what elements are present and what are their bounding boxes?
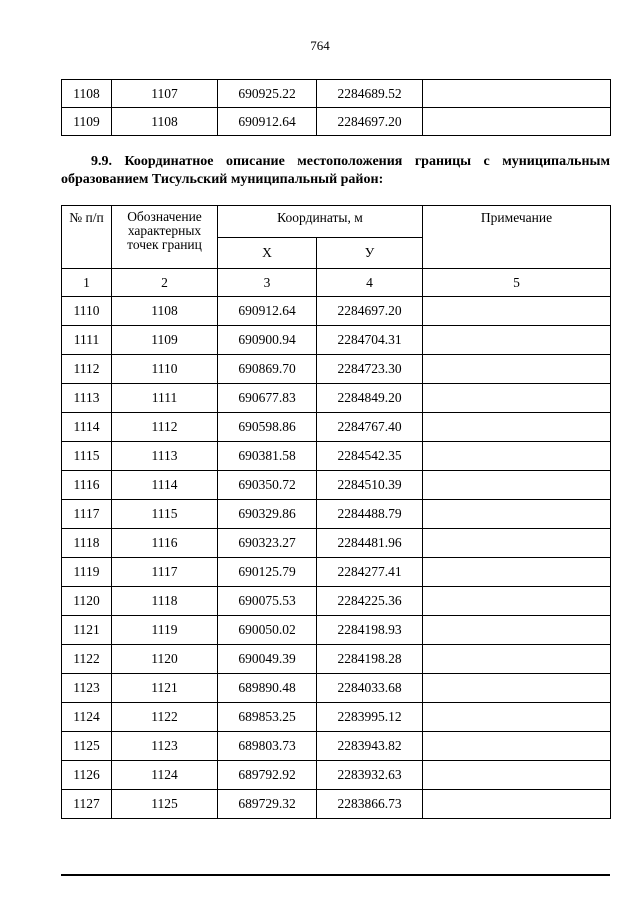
table-row <box>62 384 611 413</box>
header-designation: Обозначение характерных точек границ <box>112 206 218 269</box>
top-coordinates-table <box>61 79 611 136</box>
cell-designation: 1110 <box>112 355 218 384</box>
cell-x: 690050.02 <box>218 616 317 645</box>
table-row <box>62 529 611 558</box>
table-row <box>62 587 611 616</box>
header-x: Х <box>218 238 317 269</box>
header-coordinates: Координаты, м <box>218 206 423 238</box>
column-number: 3 <box>218 269 317 297</box>
table-row <box>62 674 611 703</box>
cell-num: 1111 <box>62 326 112 355</box>
cell-x: 690598.86 <box>218 413 317 442</box>
cell-num: 1120 <box>62 587 112 616</box>
cell-x: 689803.73 <box>218 732 317 761</box>
cell-num: 1110 <box>62 297 112 326</box>
cell-note <box>423 355 611 384</box>
cell-x: 690677.83 <box>218 384 317 413</box>
cell-note <box>423 471 611 500</box>
cell-num: 1122 <box>62 645 112 674</box>
table-row <box>62 108 611 136</box>
cell-x: 690323.27 <box>218 529 317 558</box>
table-row <box>62 471 611 500</box>
table-row <box>62 297 611 326</box>
cell-note <box>423 732 611 761</box>
cell-x: 690900.94 <box>218 326 317 355</box>
cell-y: 2283932.63 <box>317 761 423 790</box>
cell-num: 1117 <box>62 500 112 529</box>
cell-x: 690912.64 <box>218 108 317 136</box>
cell-y: 2283995.12 <box>317 703 423 732</box>
cell-y: 2284481.96 <box>317 529 423 558</box>
cell-designation: 1107 <box>112 80 218 108</box>
column-number-row <box>62 269 611 297</box>
cell-num: 1112 <box>62 355 112 384</box>
cell-designation: 1109 <box>112 326 218 355</box>
table-row <box>62 500 611 529</box>
cell-designation: 1125 <box>112 790 218 819</box>
cell-num: 1116 <box>62 471 112 500</box>
cell-note <box>423 80 611 108</box>
table-row <box>62 442 611 471</box>
cell-note <box>423 442 611 471</box>
cell-designation: 1118 <box>112 587 218 616</box>
cell-designation: 1124 <box>112 761 218 790</box>
cell-num: 1126 <box>62 761 112 790</box>
cell-y: 2284704.31 <box>317 326 423 355</box>
cell-x: 690075.53 <box>218 587 317 616</box>
cell-num: 1113 <box>62 384 112 413</box>
column-number: 2 <box>112 269 218 297</box>
cell-designation: 1108 <box>112 297 218 326</box>
cell-x: 690925.22 <box>218 80 317 108</box>
cell-designation: 1117 <box>112 558 218 587</box>
cell-y: 2283943.82 <box>317 732 423 761</box>
section-heading: 9.9. Координатное описание местоположения границы с муниципальным образованием Тисульский муниципальный район: <box>61 154 610 187</box>
cell-designation: 1108 <box>112 108 218 136</box>
cell-num: 1123 <box>62 674 112 703</box>
cell-designation: 1114 <box>112 471 218 500</box>
cell-designation: 1120 <box>112 645 218 674</box>
page-number: 764 <box>310 38 330 53</box>
cell-y: 2284689.52 <box>317 80 423 108</box>
boundary-coordinates-table <box>61 205 611 819</box>
table-row <box>62 790 611 819</box>
cell-num: 1119 <box>62 558 112 587</box>
cell-y: 2284277.41 <box>317 558 423 587</box>
cell-x: 690912.64 <box>218 297 317 326</box>
table-row <box>62 558 611 587</box>
cell-y: 2284198.93 <box>317 616 423 645</box>
table-header-row <box>62 206 611 238</box>
cell-x: 690329.86 <box>218 500 317 529</box>
header-y: У <box>317 238 423 269</box>
header-note: Примечание <box>423 206 611 269</box>
table-row <box>62 355 611 384</box>
cell-x: 689853.25 <box>218 703 317 732</box>
cell-num: 1115 <box>62 442 112 471</box>
cell-note <box>423 384 611 413</box>
cell-num: 1108 <box>62 80 112 108</box>
cell-designation: 1123 <box>112 732 218 761</box>
table-row <box>62 732 611 761</box>
cell-note <box>423 558 611 587</box>
cell-x: 690381.58 <box>218 442 317 471</box>
cell-y: 2284697.20 <box>317 108 423 136</box>
cell-designation: 1112 <box>112 413 218 442</box>
cell-designation: 1119 <box>112 616 218 645</box>
cell-note <box>423 108 611 136</box>
cell-x: 690350.72 <box>218 471 317 500</box>
header-num: № п/п <box>62 206 112 269</box>
cell-note <box>423 413 611 442</box>
table-row <box>62 80 611 108</box>
table-row <box>62 326 611 355</box>
cell-designation: 1115 <box>112 500 218 529</box>
column-number: 5 <box>423 269 611 297</box>
cell-designation: 1113 <box>112 442 218 471</box>
cell-num: 1127 <box>62 790 112 819</box>
cell-designation: 1116 <box>112 529 218 558</box>
cell-designation: 1121 <box>112 674 218 703</box>
cell-y: 2284198.28 <box>317 645 423 674</box>
cell-note <box>423 703 611 732</box>
cell-num: 1109 <box>62 108 112 136</box>
cell-y: 2283866.73 <box>317 790 423 819</box>
cell-num: 1125 <box>62 732 112 761</box>
cell-note <box>423 326 611 355</box>
cell-x: 690125.79 <box>218 558 317 587</box>
table-row <box>62 761 611 790</box>
cell-note <box>423 790 611 819</box>
cell-num: 1118 <box>62 529 112 558</box>
cell-y: 2284225.36 <box>317 587 423 616</box>
cell-note <box>423 297 611 326</box>
cell-y: 2284767.40 <box>317 413 423 442</box>
cell-note <box>423 616 611 645</box>
cell-num: 1124 <box>62 703 112 732</box>
cell-note <box>423 761 611 790</box>
cell-x: 689792.92 <box>218 761 317 790</box>
cell-x: 689729.32 <box>218 790 317 819</box>
table-row <box>62 703 611 732</box>
cell-y: 2284488.79 <box>317 500 423 529</box>
cell-x: 690869.70 <box>218 355 317 384</box>
cell-y: 2284033.68 <box>317 674 423 703</box>
cell-designation: 1111 <box>112 384 218 413</box>
footer-divider <box>61 874 610 876</box>
column-number: 4 <box>317 269 423 297</box>
cell-num: 1121 <box>62 616 112 645</box>
table-row <box>62 645 611 674</box>
table-row <box>62 616 611 645</box>
cell-y: 2284510.39 <box>317 471 423 500</box>
cell-note <box>423 529 611 558</box>
cell-x: 689890.48 <box>218 674 317 703</box>
cell-note <box>423 645 611 674</box>
cell-note <box>423 500 611 529</box>
cell-note <box>423 674 611 703</box>
cell-y: 2284542.35 <box>317 442 423 471</box>
table-row <box>62 413 611 442</box>
cell-designation: 1122 <box>112 703 218 732</box>
cell-x: 690049.39 <box>218 645 317 674</box>
column-number: 1 <box>62 269 112 297</box>
cell-y: 2284697.20 <box>317 297 423 326</box>
cell-y: 2284849.20 <box>317 384 423 413</box>
cell-y: 2284723.30 <box>317 355 423 384</box>
cell-note <box>423 587 611 616</box>
cell-num: 1114 <box>62 413 112 442</box>
